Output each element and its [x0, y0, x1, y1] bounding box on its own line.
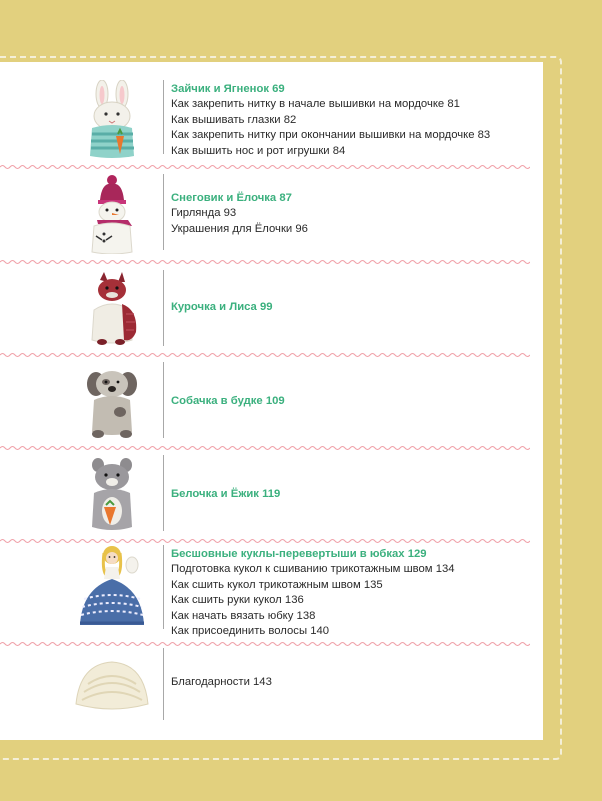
chapter-title[interactable]: Собачка в будке 109	[171, 395, 285, 407]
subsection-item[interactable]: Как сшить кукол трикотажным швом 135	[171, 578, 383, 591]
wavy-divider	[0, 445, 530, 451]
subsection-item[interactable]: Как закрепить нитку в начале вышивки на мордочке 81	[171, 98, 460, 110]
toc-entry	[171, 486, 280, 502]
toc-entry	[171, 546, 455, 640]
entry-separator-line	[163, 270, 164, 346]
subsection-item[interactable]: Гирлянда 93	[171, 207, 237, 219]
toc-entry	[171, 674, 272, 690]
entry-separator-line	[163, 362, 164, 438]
subsection-item[interactable]: Как вышивать глазки 82	[171, 113, 297, 126]
subsection-item[interactable]: Подготовка кукол к сшиванию трикотажным швом 134	[171, 563, 455, 575]
subsection-item[interactable]: Как присоединить волосы 140	[171, 625, 330, 637]
wavy-divider	[0, 259, 530, 265]
chapter-title[interactable]: Белочка и Ёжик 119	[171, 488, 281, 500]
toc-entry	[171, 190, 308, 237]
chapter-title[interactable]: Снеговик и Ёлочка 87	[171, 192, 292, 204]
chapter-title[interactable]: Курочка и Лиса 99	[171, 301, 273, 313]
entry-separator-line	[163, 174, 164, 250]
squirrel-toy-image	[72, 455, 152, 535]
subsection-item[interactable]: Как начать вязать юбку 138	[171, 609, 316, 622]
wavy-divider	[0, 538, 530, 544]
subsection-item[interactable]: Как вышить нос и рот игрушки 84	[171, 144, 346, 157]
doll-toy-image	[72, 545, 152, 629]
fox-toy-image	[72, 270, 152, 350]
entry-separator-line	[163, 648, 164, 720]
subsection-item[interactable]: Как закрепить нитку при окончании вышивки на мордочке 83	[171, 129, 491, 141]
subsection-item[interactable]: Как сшить руки кукол 136	[171, 594, 304, 606]
subsection-item[interactable]: Украшения для Ёлочки 96	[171, 222, 308, 235]
wavy-divider	[0, 352, 530, 358]
wavy-divider	[0, 164, 530, 170]
entry-separator-line	[163, 545, 164, 629]
toc-entry	[171, 393, 285, 409]
chapter-title[interactable]: Бесшовные куклы-перевертыши в юбках 129	[171, 548, 427, 560]
hedgehog-toy-image	[72, 648, 152, 718]
bunny-toy-image	[72, 80, 152, 160]
chapter-title[interactable]: Зайчик и Ягненок 69	[171, 83, 285, 95]
entry-separator-line	[163, 455, 164, 531]
wavy-divider	[0, 641, 530, 647]
snowman-toy-image	[72, 174, 152, 254]
toc-entry	[171, 299, 273, 315]
acknowledgements-item[interactable]: Благодарности 143	[171, 676, 272, 688]
puppy-toy-image	[72, 362, 152, 442]
entry-separator-line	[163, 80, 164, 154]
toc-entry	[171, 81, 490, 159]
